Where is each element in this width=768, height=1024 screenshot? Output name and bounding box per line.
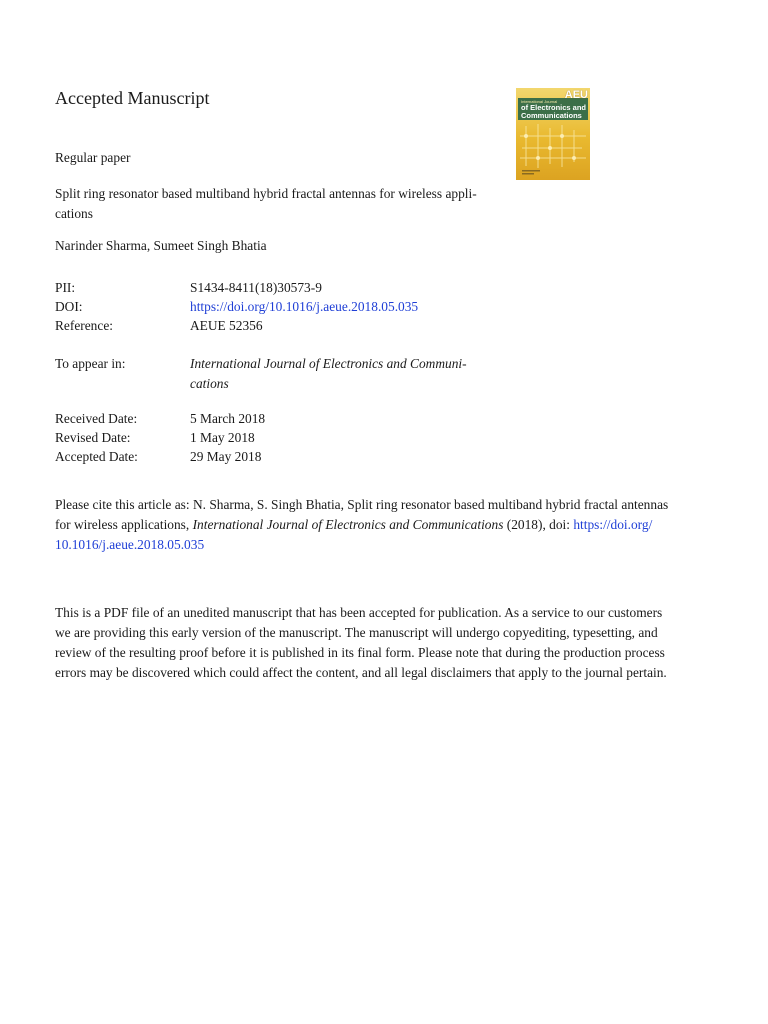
journal-name-line2: cations bbox=[190, 376, 229, 391]
citation-paragraph bbox=[55, 495, 715, 555]
journal-name-line1: International Journal of Electronics and Communi- bbox=[190, 356, 467, 371]
accepted-date-value: 29 May 2018 bbox=[190, 449, 262, 464]
journal-cover-image bbox=[516, 88, 590, 180]
received-date-value: 5 March 2018 bbox=[190, 411, 266, 426]
received-date-label: Received Date: bbox=[55, 411, 138, 426]
revised-date-label: Revised Date: bbox=[55, 430, 131, 445]
paper-type: Regular paper bbox=[55, 150, 131, 165]
cover-title-line2: Communications bbox=[521, 110, 582, 120]
disclaimer-line4: errors may be discovered which could affect the content, and all legal disclaimers that apply to the journal pertain. bbox=[55, 665, 667, 680]
citation-line1: Please cite this article as: N. Sharma, S. Singh Bhatia, Split ring resonator based multiband hybrid fractal antennas bbox=[55, 497, 669, 512]
pii-value: S1434-8411(18)30573-9 bbox=[190, 280, 322, 295]
disclaimer-line2: we are providing this early version of the manuscript. The manuscript will undergo copyediting, typesetting, and bbox=[55, 625, 658, 640]
revised-date-value: 1 May 2018 bbox=[190, 430, 255, 445]
citation-prefix: for wireless applications, bbox=[55, 517, 193, 532]
cover-title bbox=[521, 104, 586, 119]
cover-artwork bbox=[516, 122, 590, 180]
disclaimer-line3: review of the resulting proof before it is published in its final form. Please note that during the production process bbox=[55, 645, 665, 660]
citation-year-doi: (2018), doi: bbox=[503, 517, 574, 532]
accepted-date-label: Accepted Date: bbox=[55, 449, 138, 464]
reference-label: Reference: bbox=[55, 318, 113, 333]
cover-small-text: International Journal bbox=[521, 99, 558, 104]
appear-in-label: To appear in: bbox=[55, 356, 126, 371]
journal-name bbox=[190, 354, 467, 394]
cover-title-band bbox=[518, 98, 588, 120]
citation-doi-link-part2[interactable]: 10.1016/j.aeue.2018.05.035 bbox=[55, 537, 205, 552]
authors: Narinder Sharma, Sumeet Singh Bhatia bbox=[55, 238, 267, 253]
cover-title-line1: of Electronics and bbox=[521, 103, 587, 112]
disclaimer-paragraph bbox=[55, 603, 715, 683]
citation-line2 bbox=[55, 515, 715, 535]
article-title-line2: cations bbox=[55, 206, 93, 221]
citation-doi-link-part1[interactable]: https://doi.org/ bbox=[573, 517, 653, 532]
citation-journal: International Journal of Electronics and Communications bbox=[192, 517, 504, 532]
cover-badge: AEU bbox=[564, 89, 588, 101]
reference-value: AEUE 52356 bbox=[190, 318, 263, 333]
pii-label: PII: bbox=[55, 280, 76, 295]
disclaimer-line1: This is a PDF file of an unedited manuscript that has been accepted for publication. As a service to our customers bbox=[55, 605, 663, 620]
doi-link[interactable]: https://doi.org/10.1016/j.aeue.2018.05.035 bbox=[190, 299, 419, 314]
article-title bbox=[55, 184, 477, 224]
article-title-line1: Split ring resonator based multiband hybrid fractal antennas for wireless appli- bbox=[55, 186, 477, 201]
doi-label: DOI: bbox=[55, 299, 83, 314]
page-heading: Accepted Manuscript bbox=[55, 88, 210, 108]
